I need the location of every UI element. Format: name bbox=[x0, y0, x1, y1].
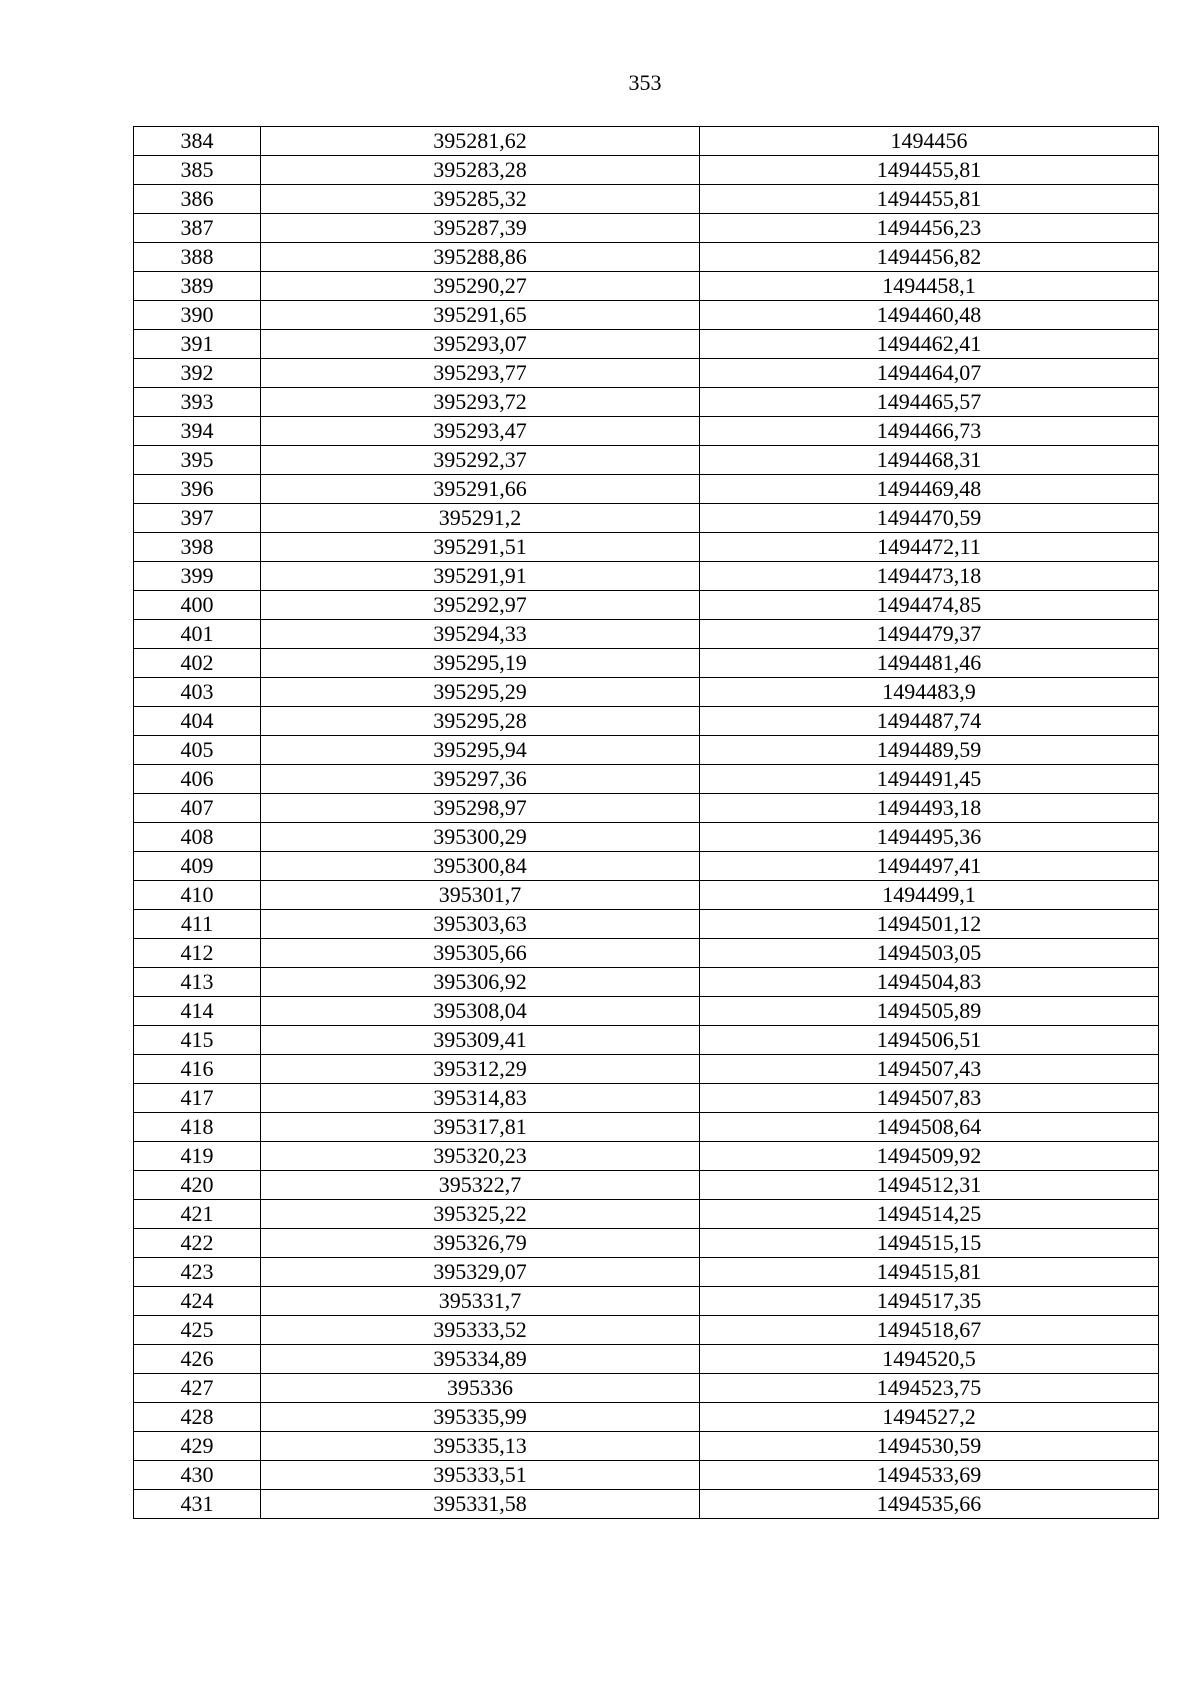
point-number-cell: 391 bbox=[134, 330, 261, 359]
point-number-cell: 412 bbox=[134, 939, 261, 968]
point-number-cell: 408 bbox=[134, 823, 261, 852]
table-row bbox=[134, 417, 1159, 446]
point-number-cell: 397 bbox=[134, 504, 261, 533]
table-row bbox=[134, 1287, 1159, 1316]
x-coordinate-cell: 395300,29 bbox=[261, 823, 700, 852]
x-coordinate-cell: 395295,19 bbox=[261, 649, 700, 678]
point-number-cell: 400 bbox=[134, 591, 261, 620]
point-number-cell: 427 bbox=[134, 1374, 261, 1403]
y-coordinate-cell: 1494523,75 bbox=[700, 1374, 1159, 1403]
table-row bbox=[134, 968, 1159, 997]
x-coordinate-cell: 395320,23 bbox=[261, 1142, 700, 1171]
y-coordinate-cell: 1494535,66 bbox=[700, 1490, 1159, 1519]
point-number-cell: 429 bbox=[134, 1432, 261, 1461]
x-coordinate-cell: 395336 bbox=[261, 1374, 700, 1403]
y-coordinate-cell: 1494460,48 bbox=[700, 301, 1159, 330]
table-row bbox=[134, 127, 1159, 156]
point-number-cell: 426 bbox=[134, 1345, 261, 1374]
y-coordinate-cell: 1494491,45 bbox=[700, 765, 1159, 794]
x-coordinate-cell: 395325,22 bbox=[261, 1200, 700, 1229]
point-number-cell: 409 bbox=[134, 852, 261, 881]
table-row bbox=[134, 446, 1159, 475]
table-row bbox=[134, 620, 1159, 649]
point-number-cell: 410 bbox=[134, 881, 261, 910]
table-row bbox=[134, 214, 1159, 243]
point-number-cell: 389 bbox=[134, 272, 261, 301]
y-coordinate-cell: 1494530,59 bbox=[700, 1432, 1159, 1461]
y-coordinate-cell: 1494507,83 bbox=[700, 1084, 1159, 1113]
point-number-cell: 420 bbox=[134, 1171, 261, 1200]
y-coordinate-cell: 1494512,31 bbox=[700, 1171, 1159, 1200]
y-coordinate-cell: 1494517,35 bbox=[700, 1287, 1159, 1316]
y-coordinate-cell: 1494472,11 bbox=[700, 533, 1159, 562]
point-number-cell: 422 bbox=[134, 1229, 261, 1258]
x-coordinate-cell: 395295,94 bbox=[261, 736, 700, 765]
x-coordinate-cell: 395291,2 bbox=[261, 504, 700, 533]
point-number-cell: 423 bbox=[134, 1258, 261, 1287]
y-coordinate-cell: 1494493,18 bbox=[700, 794, 1159, 823]
x-coordinate-cell: 395285,32 bbox=[261, 185, 700, 214]
table-row bbox=[134, 852, 1159, 881]
y-coordinate-cell: 1494455,81 bbox=[700, 156, 1159, 185]
point-number-cell: 417 bbox=[134, 1084, 261, 1113]
y-coordinate-cell: 1494509,92 bbox=[700, 1142, 1159, 1171]
point-number-cell: 424 bbox=[134, 1287, 261, 1316]
point-number-cell: 407 bbox=[134, 794, 261, 823]
table-row bbox=[134, 359, 1159, 388]
y-coordinate-cell: 1494504,83 bbox=[700, 968, 1159, 997]
table-row bbox=[134, 1200, 1159, 1229]
x-coordinate-cell: 395306,92 bbox=[261, 968, 700, 997]
y-coordinate-cell: 1494515,15 bbox=[700, 1229, 1159, 1258]
x-coordinate-cell: 395287,39 bbox=[261, 214, 700, 243]
x-coordinate-cell: 395295,29 bbox=[261, 678, 700, 707]
point-number-cell: 414 bbox=[134, 997, 261, 1026]
point-number-cell: 431 bbox=[134, 1490, 261, 1519]
table-row bbox=[134, 794, 1159, 823]
y-coordinate-cell: 1494533,69 bbox=[700, 1461, 1159, 1490]
x-coordinate-cell: 395293,77 bbox=[261, 359, 700, 388]
table-row bbox=[134, 272, 1159, 301]
x-coordinate-cell: 395291,91 bbox=[261, 562, 700, 591]
table-row bbox=[134, 823, 1159, 852]
table-row bbox=[134, 301, 1159, 330]
table-row bbox=[134, 881, 1159, 910]
table-row bbox=[134, 330, 1159, 359]
table-row bbox=[134, 1432, 1159, 1461]
x-coordinate-cell: 395333,52 bbox=[261, 1316, 700, 1345]
point-number-cell: 421 bbox=[134, 1200, 261, 1229]
y-coordinate-cell: 1494487,74 bbox=[700, 707, 1159, 736]
y-coordinate-cell: 1494518,67 bbox=[700, 1316, 1159, 1345]
point-number-cell: 388 bbox=[134, 243, 261, 272]
point-number-cell: 394 bbox=[134, 417, 261, 446]
x-coordinate-cell: 395293,72 bbox=[261, 388, 700, 417]
x-coordinate-cell: 395291,65 bbox=[261, 301, 700, 330]
y-coordinate-cell: 1494458,1 bbox=[700, 272, 1159, 301]
y-coordinate-cell: 1494455,81 bbox=[700, 185, 1159, 214]
y-coordinate-cell: 1494489,59 bbox=[700, 736, 1159, 765]
x-coordinate-cell: 395292,97 bbox=[261, 591, 700, 620]
table-row bbox=[134, 1374, 1159, 1403]
point-number-cell: 411 bbox=[134, 910, 261, 939]
point-number-cell: 384 bbox=[134, 127, 261, 156]
x-coordinate-cell: 395283,28 bbox=[261, 156, 700, 185]
table-row bbox=[134, 388, 1159, 417]
y-coordinate-cell: 1494505,89 bbox=[700, 997, 1159, 1026]
y-coordinate-cell: 1494466,73 bbox=[700, 417, 1159, 446]
x-coordinate-cell: 395291,66 bbox=[261, 475, 700, 504]
x-coordinate-cell: 395326,79 bbox=[261, 1229, 700, 1258]
point-number-cell: 404 bbox=[134, 707, 261, 736]
x-coordinate-cell: 395290,27 bbox=[261, 272, 700, 301]
point-number-cell: 398 bbox=[134, 533, 261, 562]
x-coordinate-cell: 395293,07 bbox=[261, 330, 700, 359]
x-coordinate-cell: 395292,37 bbox=[261, 446, 700, 475]
x-coordinate-cell: 395334,89 bbox=[261, 1345, 700, 1374]
point-number-cell: 396 bbox=[134, 475, 261, 504]
point-number-cell: 405 bbox=[134, 736, 261, 765]
y-coordinate-cell: 1494501,12 bbox=[700, 910, 1159, 939]
table-row bbox=[134, 475, 1159, 504]
table-row bbox=[134, 1113, 1159, 1142]
point-number-cell: 392 bbox=[134, 359, 261, 388]
point-number-cell: 399 bbox=[134, 562, 261, 591]
y-coordinate-cell: 1494462,41 bbox=[700, 330, 1159, 359]
y-coordinate-cell: 1494456 bbox=[700, 127, 1159, 156]
x-coordinate-cell: 395303,63 bbox=[261, 910, 700, 939]
y-coordinate-cell: 1494503,05 bbox=[700, 939, 1159, 968]
x-coordinate-cell: 395293,47 bbox=[261, 417, 700, 446]
x-coordinate-cell: 395317,81 bbox=[261, 1113, 700, 1142]
x-coordinate-cell: 395314,83 bbox=[261, 1084, 700, 1113]
point-number-cell: 387 bbox=[134, 214, 261, 243]
y-coordinate-cell: 1494473,18 bbox=[700, 562, 1159, 591]
x-coordinate-cell: 395312,29 bbox=[261, 1055, 700, 1084]
y-coordinate-cell: 1494481,46 bbox=[700, 649, 1159, 678]
y-coordinate-cell: 1494514,25 bbox=[700, 1200, 1159, 1229]
x-coordinate-cell: 395298,97 bbox=[261, 794, 700, 823]
point-number-cell: 413 bbox=[134, 968, 261, 997]
table-row bbox=[134, 939, 1159, 968]
y-coordinate-cell: 1494515,81 bbox=[700, 1258, 1159, 1287]
table-row bbox=[134, 910, 1159, 939]
y-coordinate-cell: 1494464,07 bbox=[700, 359, 1159, 388]
point-number-cell: 385 bbox=[134, 156, 261, 185]
x-coordinate-cell: 395331,58 bbox=[261, 1490, 700, 1519]
x-coordinate-cell: 395305,66 bbox=[261, 939, 700, 968]
table-row bbox=[134, 533, 1159, 562]
point-number-cell: 419 bbox=[134, 1142, 261, 1171]
point-number-cell: 406 bbox=[134, 765, 261, 794]
table-row bbox=[134, 1490, 1159, 1519]
table-row bbox=[134, 156, 1159, 185]
y-coordinate-cell: 1494456,82 bbox=[700, 243, 1159, 272]
x-coordinate-cell: 395308,04 bbox=[261, 997, 700, 1026]
point-number-cell: 425 bbox=[134, 1316, 261, 1345]
coordinates-table-body bbox=[134, 127, 1159, 1519]
point-number-cell: 402 bbox=[134, 649, 261, 678]
x-coordinate-cell: 395333,51 bbox=[261, 1461, 700, 1490]
y-coordinate-cell: 1494508,64 bbox=[700, 1113, 1159, 1142]
x-coordinate-cell: 395335,13 bbox=[261, 1432, 700, 1461]
y-coordinate-cell: 1494520,5 bbox=[700, 1345, 1159, 1374]
x-coordinate-cell: 395322,7 bbox=[261, 1171, 700, 1200]
y-coordinate-cell: 1494527,2 bbox=[700, 1403, 1159, 1432]
y-coordinate-cell: 1494470,59 bbox=[700, 504, 1159, 533]
y-coordinate-cell: 1494465,57 bbox=[700, 388, 1159, 417]
point-number-cell: 415 bbox=[134, 1026, 261, 1055]
point-number-cell: 386 bbox=[134, 185, 261, 214]
x-coordinate-cell: 395335,99 bbox=[261, 1403, 700, 1432]
x-coordinate-cell: 395281,62 bbox=[261, 127, 700, 156]
y-coordinate-cell: 1494483,9 bbox=[700, 678, 1159, 707]
point-number-cell: 430 bbox=[134, 1461, 261, 1490]
y-coordinate-cell: 1494499,1 bbox=[700, 881, 1159, 910]
table-row bbox=[134, 1229, 1159, 1258]
table-row bbox=[134, 562, 1159, 591]
table-row bbox=[134, 591, 1159, 620]
table-row bbox=[134, 736, 1159, 765]
x-coordinate-cell: 395331,7 bbox=[261, 1287, 700, 1316]
x-coordinate-cell: 395294,33 bbox=[261, 620, 700, 649]
point-number-cell: 393 bbox=[134, 388, 261, 417]
table-row bbox=[134, 765, 1159, 794]
x-coordinate-cell: 395329,07 bbox=[261, 1258, 700, 1287]
point-number-cell: 401 bbox=[134, 620, 261, 649]
point-number-cell: 428 bbox=[134, 1403, 261, 1432]
x-coordinate-cell: 395291,51 bbox=[261, 533, 700, 562]
table-row bbox=[134, 678, 1159, 707]
point-number-cell: 416 bbox=[134, 1055, 261, 1084]
y-coordinate-cell: 1494456,23 bbox=[700, 214, 1159, 243]
table-row bbox=[134, 1142, 1159, 1171]
y-coordinate-cell: 1494468,31 bbox=[700, 446, 1159, 475]
x-coordinate-cell: 395301,7 bbox=[261, 881, 700, 910]
table-row bbox=[134, 504, 1159, 533]
table-row bbox=[134, 707, 1159, 736]
x-coordinate-cell: 395288,86 bbox=[261, 243, 700, 272]
table-row bbox=[134, 1316, 1159, 1345]
x-coordinate-cell: 395309,41 bbox=[261, 1026, 700, 1055]
y-coordinate-cell: 1494495,36 bbox=[700, 823, 1159, 852]
table-row bbox=[134, 1026, 1159, 1055]
table-row bbox=[134, 1403, 1159, 1432]
table-row bbox=[134, 1171, 1159, 1200]
table-row bbox=[134, 1055, 1159, 1084]
table-row bbox=[134, 1461, 1159, 1490]
y-coordinate-cell: 1494469,48 bbox=[700, 475, 1159, 504]
table-row bbox=[134, 1345, 1159, 1374]
point-number-cell: 395 bbox=[134, 446, 261, 475]
table-row bbox=[134, 649, 1159, 678]
x-coordinate-cell: 395300,84 bbox=[261, 852, 700, 881]
point-number-cell: 403 bbox=[134, 678, 261, 707]
y-coordinate-cell: 1494479,37 bbox=[700, 620, 1159, 649]
table-row bbox=[134, 1258, 1159, 1287]
y-coordinate-cell: 1494506,51 bbox=[700, 1026, 1159, 1055]
table-row bbox=[134, 1084, 1159, 1113]
y-coordinate-cell: 1494497,41 bbox=[700, 852, 1159, 881]
table-row bbox=[134, 997, 1159, 1026]
point-number-cell: 390 bbox=[134, 301, 261, 330]
page-number: 353 bbox=[628, 70, 662, 95]
table-row bbox=[134, 185, 1159, 214]
x-coordinate-cell: 395297,36 bbox=[261, 765, 700, 794]
point-number-cell: 418 bbox=[134, 1113, 261, 1142]
coordinates-table bbox=[133, 126, 1159, 1519]
y-coordinate-cell: 1494474,85 bbox=[700, 591, 1159, 620]
table-row bbox=[134, 243, 1159, 272]
x-coordinate-cell: 395295,28 bbox=[261, 707, 700, 736]
y-coordinate-cell: 1494507,43 bbox=[700, 1055, 1159, 1084]
